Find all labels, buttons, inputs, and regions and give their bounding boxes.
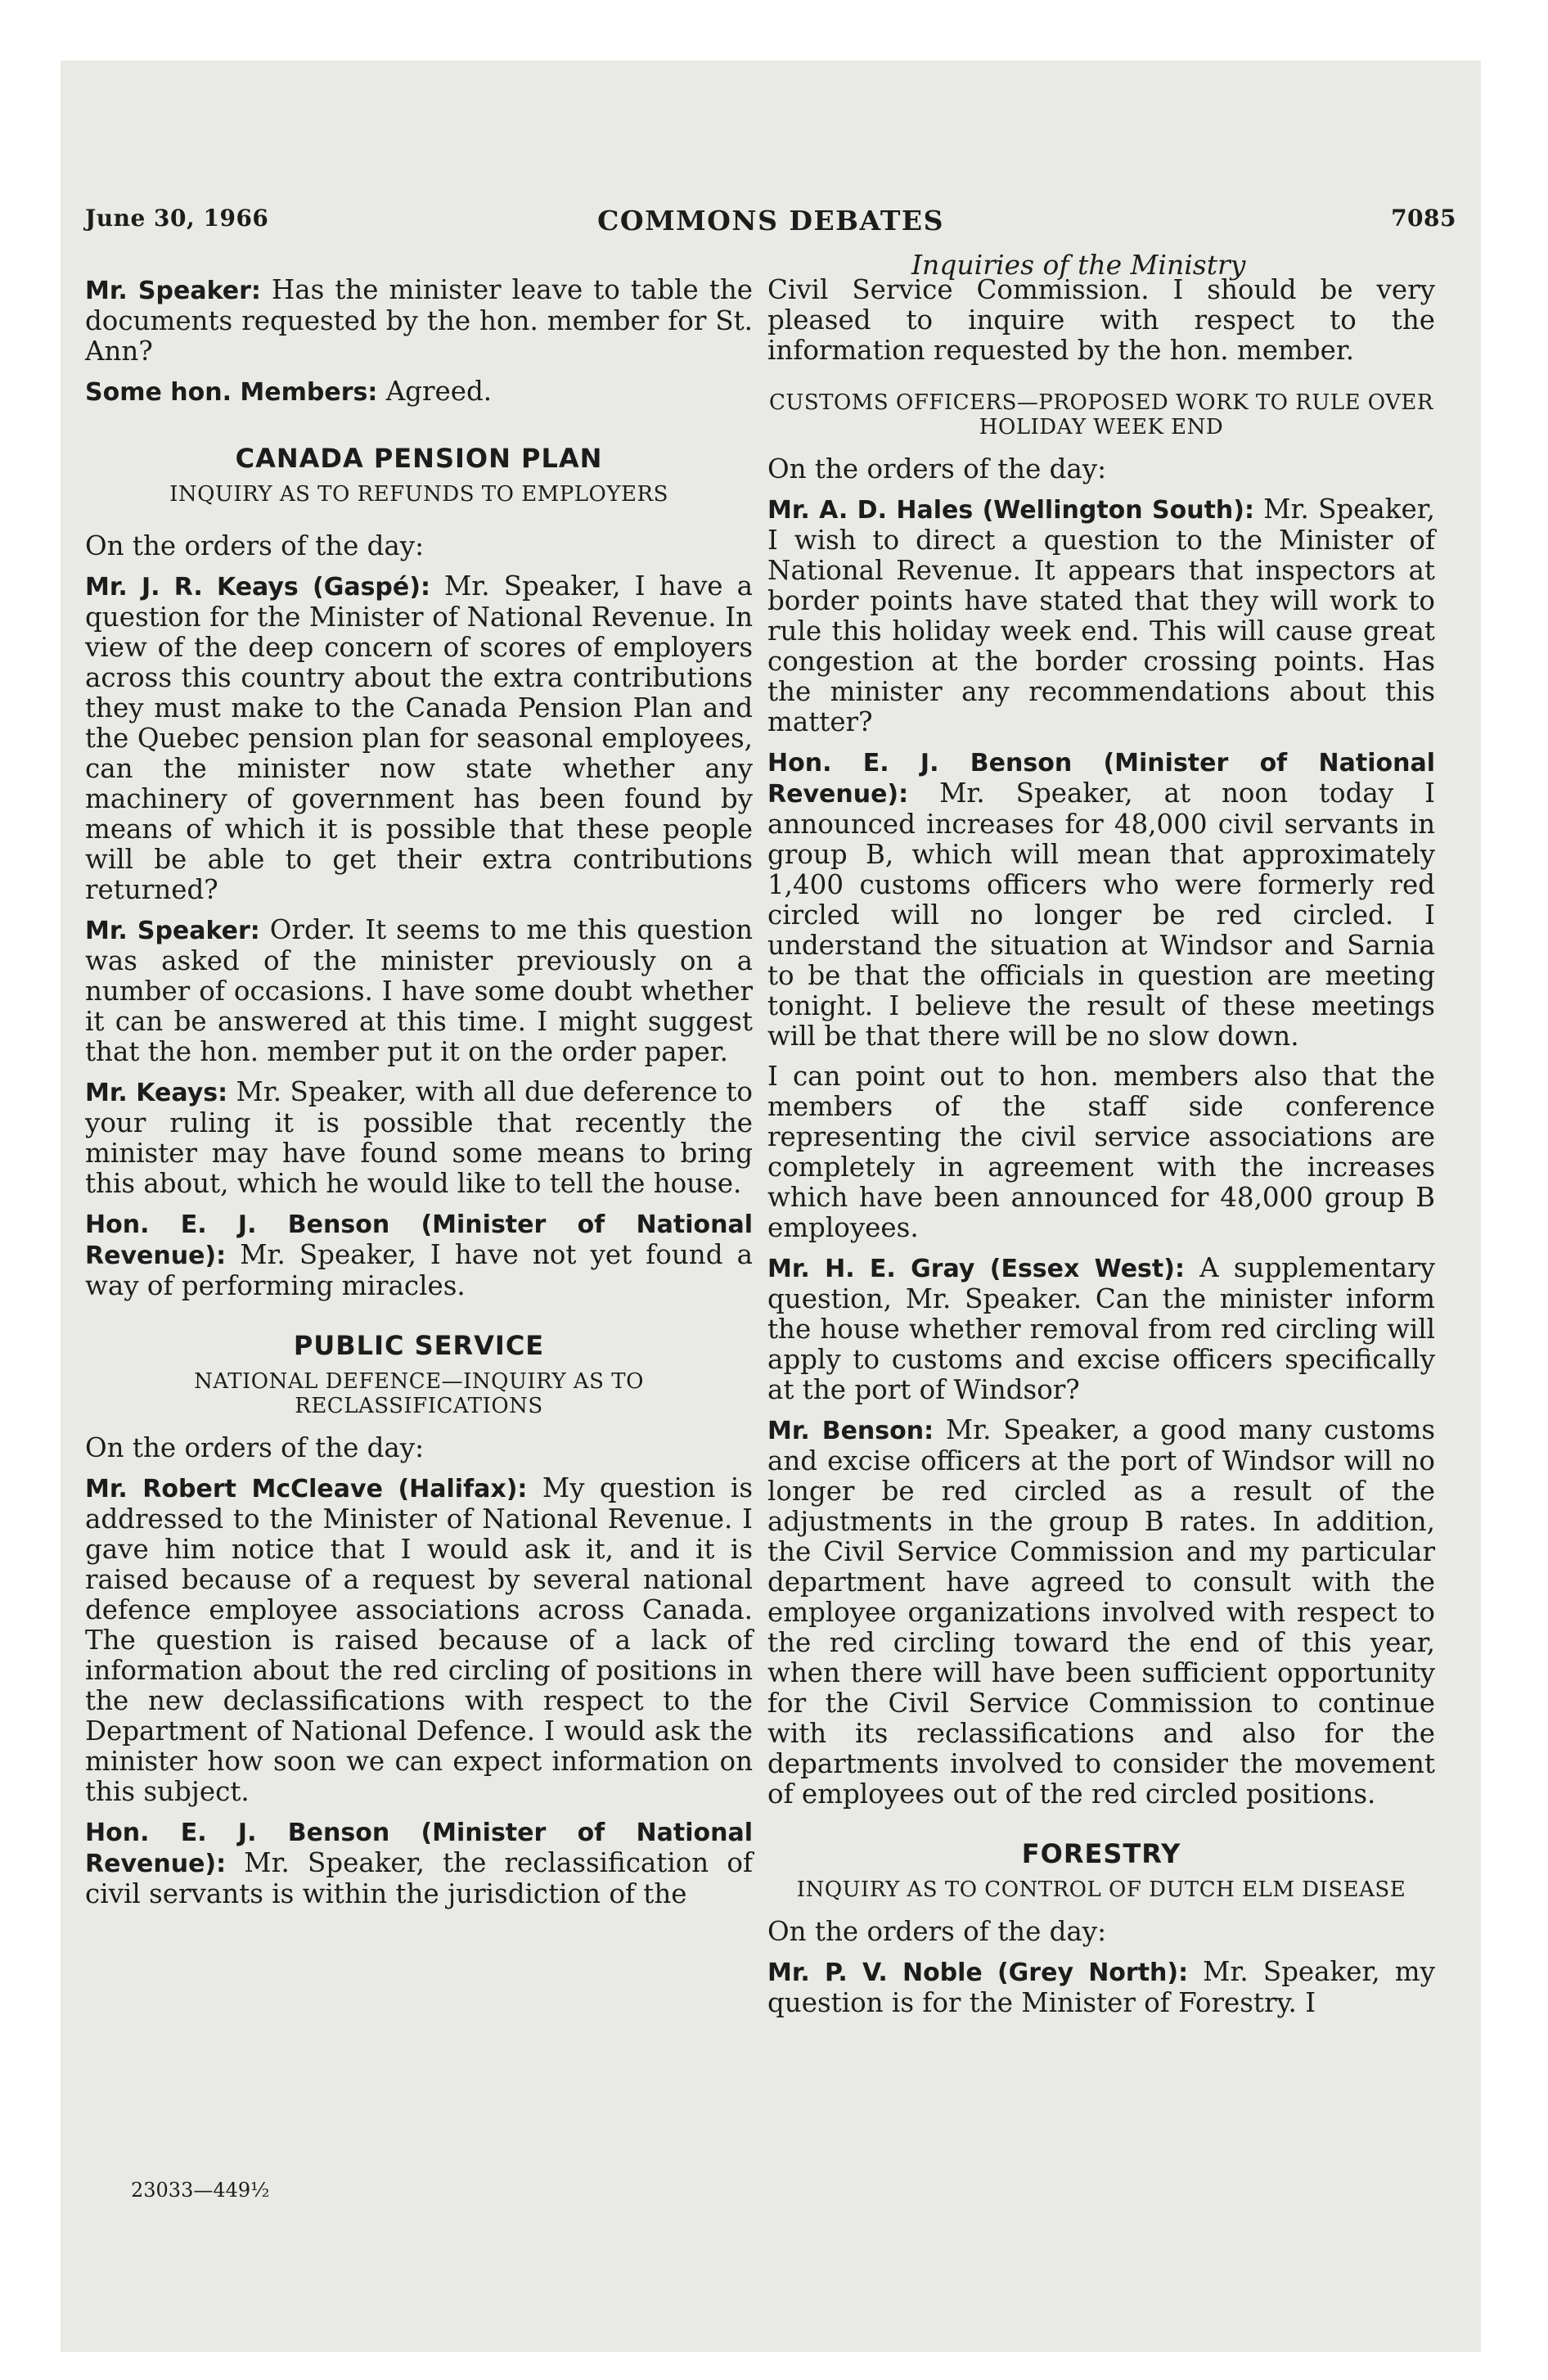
paragraph [767, 275, 1435, 366]
speaker-name: Mr. Keays: [85, 1079, 228, 1107]
speech-text: Order. It seems to me this question was asked of the minister previously on a number of occasions. I have some doubt whether it can be answered at this time. I might suggest that the hon. member put it on the order paper. [85, 914, 753, 1067]
paragraph [85, 1077, 753, 1199]
speech-text: A supplementary question, Mr. Speaker. Can the minister inform the house whether removal from red circling will apply to customs and excise officers specifically at the port of Windsor? [767, 1252, 1435, 1405]
speech-text: Mr. Speaker, I have not yet found a way of performing miracles. [85, 1239, 753, 1301]
page-header [85, 205, 1456, 241]
speech-text: Mr. Speaker, my question is for the Minister of Forestry. I [767, 1956, 1435, 2018]
speaker-name: Hon. E. J. Benson (Minister of National Revenue): [85, 1819, 753, 1878]
header-date: June 30, 1966 [85, 205, 269, 232]
speech-text: Civil Service Commission. I should be very pleased to inquire with respect to the information requested by the hon. member. [767, 274, 1435, 366]
section-subheading: NATIONAL DEFENCE—INQUIRY AS TO RECLASSIFICATIONS [194, 1369, 644, 1418]
speaker-name: Mr. Robert McCleave (Halifax): [85, 1475, 528, 1503]
speech-text: My question is addressed to the Minister of National Revenue. I gave him notice that I would ask it, and it is raised because of a request by several national defence employee associations across Canada. The question is raised because of a lack of information about the red circling of positions in the new declassifications with respect to the Department of National Defence. I would ask the minister how soon we can expect information on this subject. [85, 1472, 753, 1807]
speech-text: Mr. Speaker, with all due deference to your ruling it is possible that recently the minister may have found some means to bring this about, which he would like to tell the house. [85, 1076, 753, 1199]
speech-text: Agreed. [377, 376, 493, 407]
right-column [767, 275, 1435, 2028]
speaker-name: Mr. P. V. Noble (Grey North): [767, 1959, 1189, 1987]
section-subheading: CUSTOMS OFFICERS—PROPOSED WORK TO RULE OVER HOLIDAY WEEK END [769, 390, 1433, 439]
paragraph [85, 1817, 753, 1909]
left-column [85, 275, 753, 1919]
speech-text: Mr. Speaker, at noon today I announced increases for 48,000 civil servants in group B, which will mean that approximately 1,400 customs officers who were formerly red circled will no longer be red circled. I understand the situation at Windsor and Sarnia to be that the officials in question are meeting tonight. I believe the result of these meetings will be that there will be no slow down. [767, 778, 1435, 1052]
paragraph [767, 1957, 1435, 2018]
speaker-name: Mr. J. R. Keays (Gaspé): [85, 573, 430, 602]
section-heading: CANADA PENSION PLAN [235, 443, 603, 474]
paragraph [767, 1062, 1435, 1243]
section-heading: FORESTRY [1021, 1838, 1181, 1869]
speaker-name: Hon. E. J. Benson (Minister of National Revenue): [85, 1210, 753, 1270]
paragraph [85, 571, 753, 905]
paragraph [85, 275, 753, 367]
paragraph [85, 1473, 753, 1807]
paragraph [85, 376, 753, 408]
header-page-number: 7085 [1391, 205, 1456, 232]
paragraph [767, 1253, 1435, 1405]
header-title: COMMONS DEBATES [597, 205, 944, 237]
speaker-name: Hon. E. J. Benson (Minister of National Revenue): [767, 749, 1435, 809]
speaker-name: Mr. Benson: [767, 1417, 934, 1445]
orders-of-the-day: On the orders of the day: [85, 1432, 425, 1463]
speaker-name: Mr. Speaker: [85, 277, 261, 305]
paragraph [767, 1415, 1435, 1810]
speech-text: Mr. Speaker, a good many customs and excise officers at the port of Windsor will no longer be red circled as a result of the adjustments in the group B rates. In addition, the Civil Service Commission and my particular department have agreed to consult with the employee organizations involved with respect to the red circling toward the end of this year, when there will have been sufficient opportunity for the Civil Service Commission to continue with its reclassifications and also for the departments involved to consider the movement of employees out of the red circled positions. [767, 1414, 1435, 1810]
running-head: Inquiries of the Ministry [911, 249, 1246, 281]
section-subheading: INQUIRY AS TO REFUNDS TO EMPLOYERS [169, 482, 668, 507]
paragraph [767, 494, 1435, 737]
orders-of-the-day: On the orders of the day: [767, 453, 1107, 485]
speech-text: Mr. Speaker, the reclassification of civil servants is within the jurisdiction of the [85, 1847, 753, 1909]
section-heading: PUBLIC SERVICE [293, 1330, 545, 1361]
speech-text: Has the minister leave to table the documents requested by the hon. member for St. Ann? [85, 274, 753, 367]
printer-footnote: 23033—449½ [131, 2179, 270, 2202]
speech-text: Mr. Speaker, I have a question for the Minister of National Revenue. In view of the deep concern of scores of employers across this country about the extra contributions they must make to the Canada Pension Plan and the Quebec pension plan for seasonal employees, can the minister now state whether any machinery of government has been found by means of which it is possible that these people will be able to get their extra contributions returned? [85, 570, 754, 905]
speaker-name: Mr. A. D. Hales (Wellington South): [767, 496, 1254, 525]
orders-of-the-day: On the orders of the day: [767, 1916, 1107, 1947]
section-subheading: INQUIRY AS TO CONTROL OF DUTCH ELM DISEASE [796, 1877, 1406, 1902]
orders-of-the-day: On the orders of the day: [85, 530, 425, 561]
speaker-name: Mr. H. E. Gray (Essex West): [767, 1255, 1185, 1283]
paragraph [85, 1209, 753, 1301]
paragraph [85, 915, 753, 1067]
paragraph [767, 747, 1435, 1052]
speech-text: I can point out to hon. members also that the members of the staff side conference representing the civil service associations are completely in agreement with the increases which have been announced for 48,000 group B employees. [767, 1061, 1435, 1243]
speaker-name: Mr. Speaker: [85, 917, 260, 945]
speaker-name: Some hon. Members: [85, 378, 378, 407]
document-page [61, 61, 1481, 2352]
speech-text: Mr. Speaker, I wish to direct a question to the Minister of National Revenue. It appears that inspectors at border points have stated that they will work to rule this holiday week end. This will cause great congestion at the border crossing points. Has the minister any recommendations about this matter? [767, 494, 1435, 737]
